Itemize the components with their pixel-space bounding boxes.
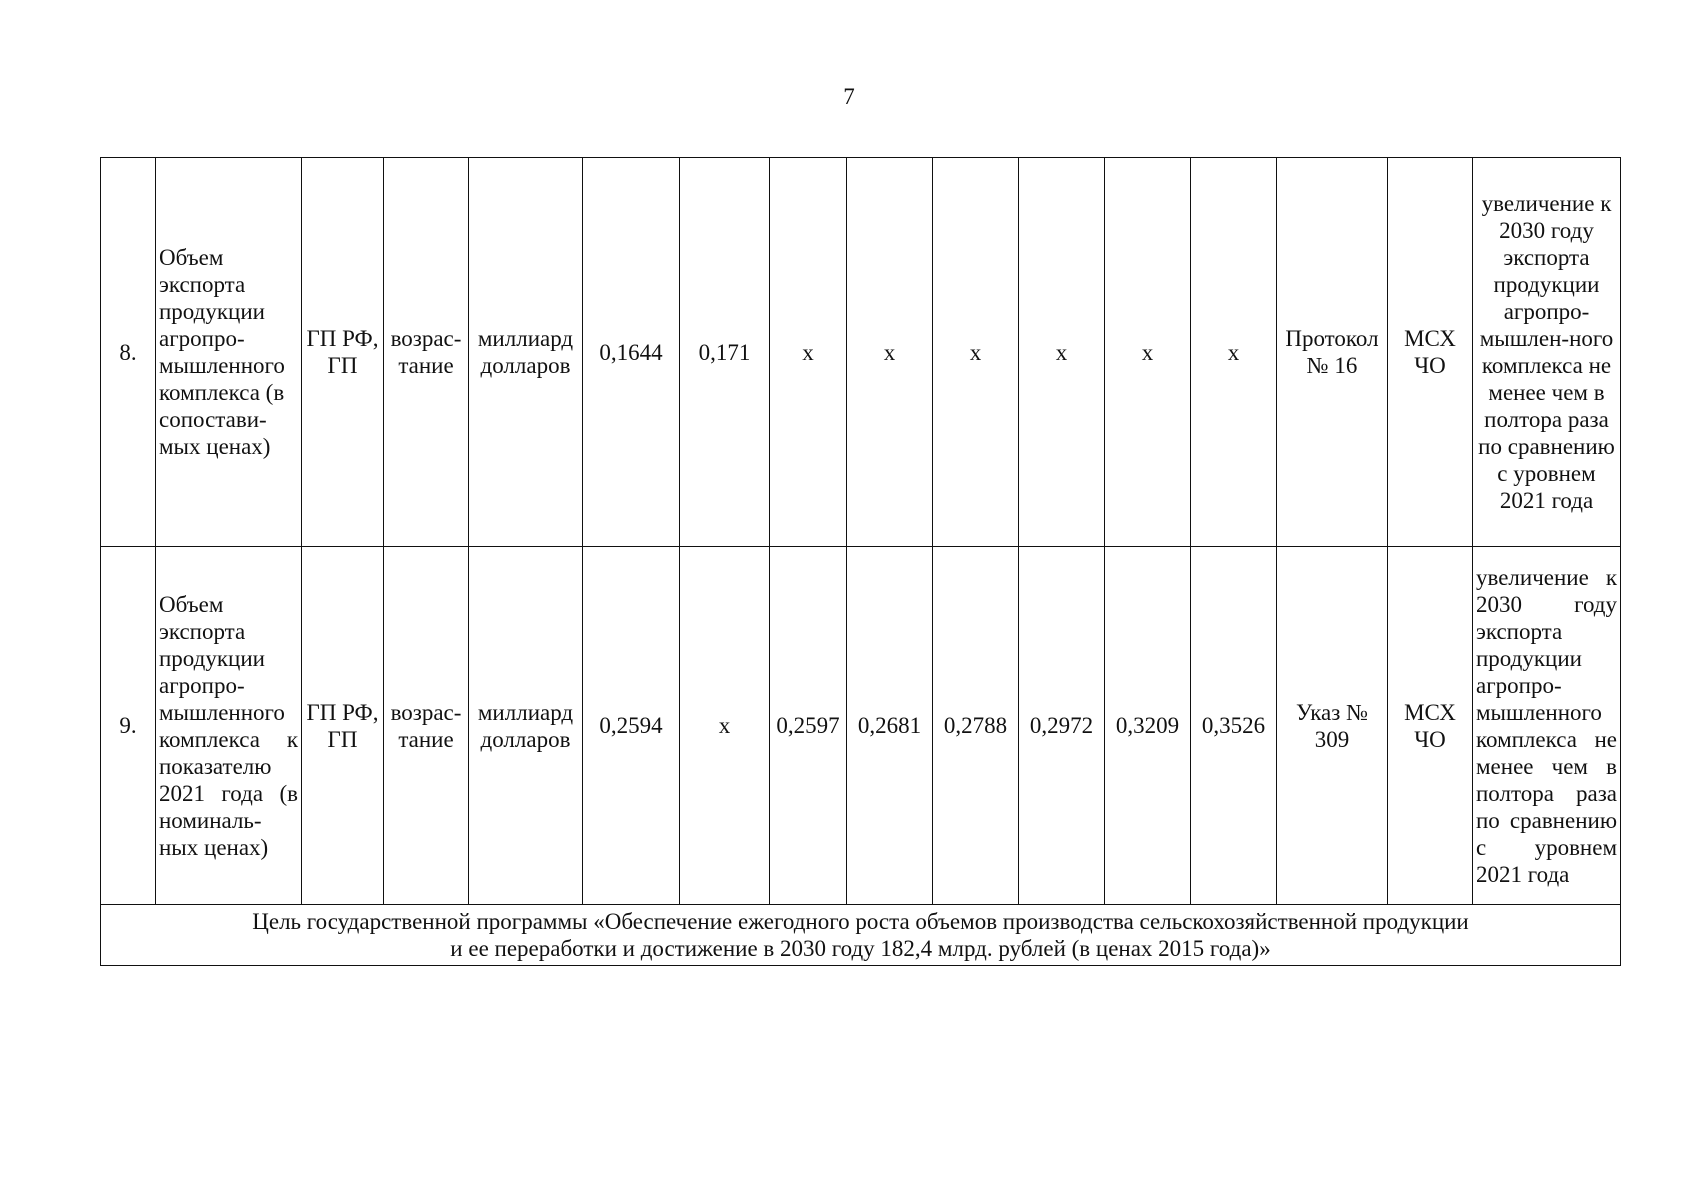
document-cell: Протокол № 16 <box>1277 158 1388 547</box>
indicator-name: Объем экспорта продукции агропро-мышленного комплекса (в сопостави-мых ценах) <box>156 158 302 547</box>
table-row <box>101 547 1621 905</box>
value-cell: х <box>1191 158 1277 547</box>
table-row <box>101 158 1621 547</box>
value-cell: 0,171 <box>680 158 770 547</box>
row-number: 8. <box>101 158 156 547</box>
value-cell: 0,2972 <box>1019 547 1105 905</box>
value-cell: 0,2597 <box>770 547 847 905</box>
direction-cell: возрас-тание <box>384 158 469 547</box>
goal-text <box>101 905 1621 966</box>
value-cell: х <box>680 547 770 905</box>
value-cell: 0,2788 <box>933 547 1019 905</box>
value-cell: х <box>1019 158 1105 547</box>
document-cell: Указ № 309 <box>1277 547 1388 905</box>
value-cell: х <box>933 158 1019 547</box>
value-cell: 0,3209 <box>1105 547 1191 905</box>
responsible-cell: МСХ ЧО <box>1388 158 1473 547</box>
value-cell: 0,1644 <box>583 158 680 547</box>
value-cell: 0,2681 <box>847 547 933 905</box>
goal-row <box>101 905 1621 966</box>
source-cell: ГП РФ, ГП <box>302 158 384 547</box>
direction-cell: возрас-тание <box>384 547 469 905</box>
source-cell: ГП РФ, ГП <box>302 547 384 905</box>
value-cell: х <box>1105 158 1191 547</box>
note-cell: увеличение к 2030 году экспорта продукции агропро-мышленного комплекса не менее чем в полтора раза по сравнению с уровнем 2021 года <box>1473 547 1621 905</box>
goal-line-2: и ее переработки и достижение в 2030 году 182,4 млрд. рублей (в ценах 2015 года)» <box>450 936 1271 961</box>
row-number: 9. <box>101 547 156 905</box>
responsible-cell: МСХ ЧО <box>1388 547 1473 905</box>
indicators-table <box>100 157 1621 966</box>
page-number: 7 <box>843 84 855 109</box>
unit-cell: миллиард долларов <box>469 547 583 905</box>
goal-line-1: Цель государственной программы «Обеспечение ежегодного роста объемов производства сельскохозяйственной продукции <box>252 909 1469 934</box>
value-cell: х <box>847 158 933 547</box>
value-cell: 0,2594 <box>583 547 680 905</box>
value-cell: х <box>770 158 847 547</box>
note-cell: увеличение к 2030 году экспорта продукции агропро-мышлен-ного комплекса не менее чем в полтора раза по сравнению с уровнем 2021 года <box>1473 158 1621 547</box>
indicator-name: Объем экспорта продукции агропро-мышленного комплекса к показателю 2021 года (в номиналь-ных ценах) <box>156 547 302 905</box>
value-cell: 0,3526 <box>1191 547 1277 905</box>
unit-cell: миллиард долларов <box>469 158 583 547</box>
